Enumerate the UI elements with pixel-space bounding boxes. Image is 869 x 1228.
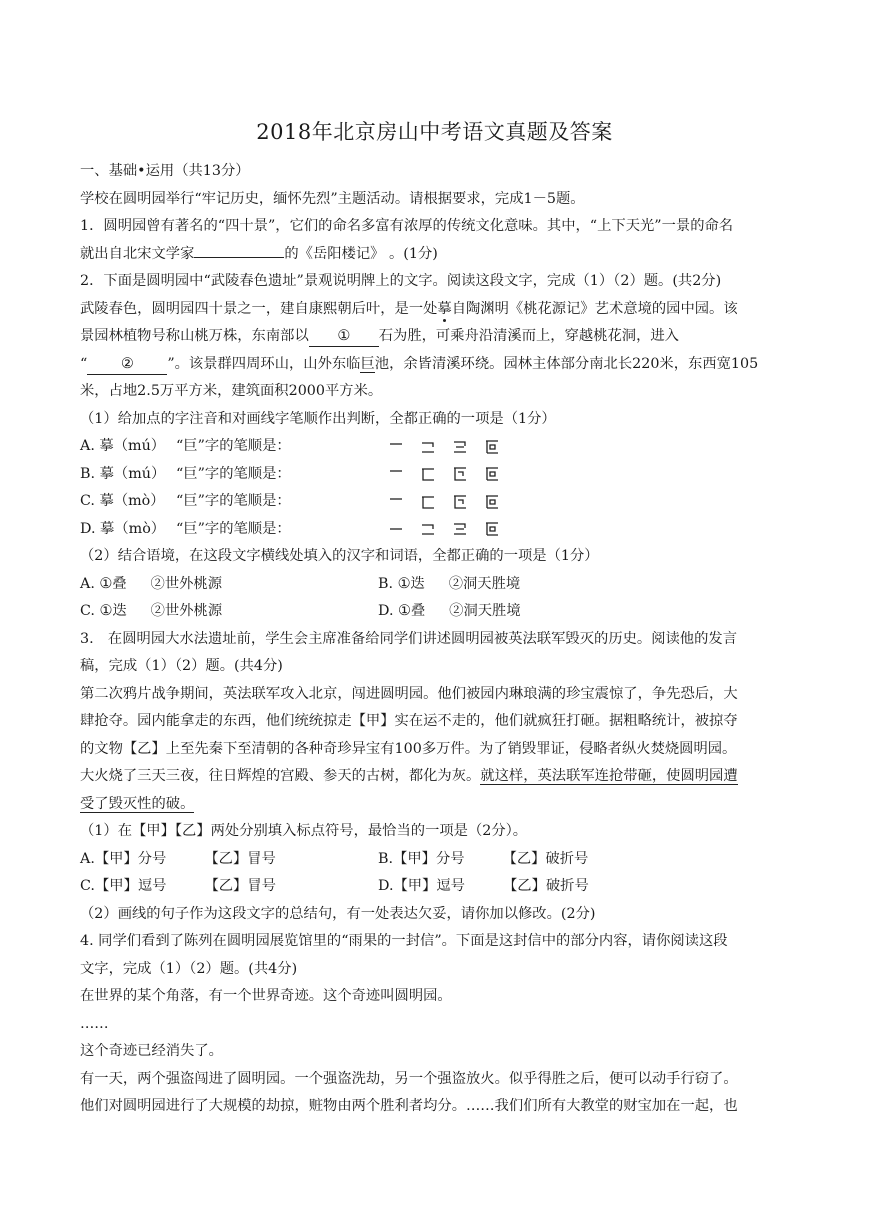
text-segment: 景园林植物号称山桃万株，东南部以	[80, 328, 309, 344]
option-a-mark: 【乙】冒号	[204, 850, 276, 867]
stroke-3-icon	[452, 494, 468, 510]
q3-options-row-2	[80, 873, 789, 901]
q4-heading-2: 文字，完成（1）（2）题。(共4分)	[80, 960, 298, 977]
option-b: B.【甲】分号	[378, 850, 465, 867]
option-desc: “巨”字的笔顺是：	[176, 520, 291, 537]
q3-heading-2: 稿，完成（1）（2）题。(共4分)	[80, 658, 283, 674]
option-c: C. ①迭	[80, 603, 127, 619]
answer-blank	[194, 257, 284, 258]
stroke-order-a	[388, 433, 500, 461]
option-label: B. 摹（mú）	[80, 465, 166, 482]
q4-letter-line-4: 他们对圆明园进行了大规模的劫掠，赃物由两个胜利者均分。……我们们所有大教堂的财宝加在一起，也	[80, 1098, 738, 1114]
underlined-sentence: 就这样，英法联军连抢带砸，使圆明园遭	[480, 768, 738, 784]
q2-heading: 2．下面是圆明园中“武陵春色遗址”景观说明牌上的文字。阅读这段文字，完成（1）（2）题。(共2分)	[80, 273, 722, 289]
option-b: B. ①迭	[378, 575, 425, 592]
blank-1: ①	[309, 326, 379, 347]
stroke-3-icon	[452, 439, 468, 455]
q2-passage-line-3	[80, 351, 789, 379]
intro-text: 学校在圆明园举行“牢记历史，缅怀先烈”主题活动。请根据要求，完成1－5题。	[80, 190, 585, 207]
stroke-4-icon	[484, 439, 500, 455]
option-c-mark: 【乙】冒号	[204, 878, 276, 894]
q2-sub-question-2: （2）结合语境，在这段文字横线处填入的汉字和词语，全都正确的一项是（1分）	[80, 548, 599, 564]
option-c: C.【甲】逗号	[80, 878, 167, 894]
option-d: D. ①叠	[378, 603, 426, 619]
stroke-1-icon	[388, 521, 404, 537]
stroke-3-icon	[452, 466, 468, 482]
option-d-word: ②洞天胜境	[449, 603, 521, 619]
q3-sub-question-1: （1）在【甲】【乙】两处分别填入标点符号，最恰当的一项是（2分）。	[80, 823, 528, 839]
q2-options-row-1	[80, 571, 789, 599]
q1-text-pre: 就出自北宋文学家	[80, 245, 195, 262]
option-c-word: ②世外桃源	[150, 603, 223, 619]
stroke-3-icon	[452, 521, 468, 537]
q2-passage-line-1	[80, 296, 789, 324]
text-segment: ”。该景群四周环山，山外东临	[167, 355, 361, 372]
text-segment: “	[80, 355, 88, 372]
underlined-sentence: 受了毁灭性的破。	[80, 795, 195, 812]
stroke-2-icon	[420, 439, 436, 455]
option-desc: “巨”字的笔顺是：	[176, 493, 291, 509]
stroke-2-icon	[420, 466, 436, 482]
dotted-char: 摹	[437, 300, 452, 317]
q3-options-row-1	[80, 846, 789, 874]
q3-passage-line-1: 第二次鸦片战争期间，英法联军攻入北京，闯进圆明园。他们被园内琳琅满的珍宝震惊了，争先恐后，大	[80, 685, 738, 702]
q3-sub-question-2: （2）画线的句子作为这段文字的总结句，有一处表达欠妥，请你加以修改。(2分)	[80, 905, 596, 922]
q4-heading-1: 4. 同学们看到了陈列在圆明园展览馆里的“雨果的一封信”。下面是这封信中的部分内容，请你阅读这段	[80, 933, 728, 949]
option-label: D. 摹（mò）	[80, 520, 166, 537]
stroke-order-c	[388, 488, 500, 516]
q2-passage-line-2	[80, 323, 789, 351]
q1-text-post: 的《岳阳楼记》 。(1分)	[284, 245, 438, 262]
q4-letter-line-2: 这个奇迹已经消失了。	[80, 1043, 223, 1059]
option-d-row	[80, 516, 789, 544]
option-label: C. 摹（mò）	[80, 493, 165, 509]
section-heading: 一、基础•运用（共13分）	[80, 163, 250, 179]
underlined-char: 巨	[360, 355, 375, 372]
q3-heading-1: 3. 在圆明园大水法遗址前，学生会主席准备给同学们讲述圆明园被英法联军毁灭的历史。阅读他的发言	[80, 630, 737, 647]
option-a: A.【甲】分号	[80, 850, 167, 867]
text-segment: 池，余皆清溪环绕。园林主体部分南北长220米，东西宽105	[374, 355, 759, 372]
q2-passage-line-4: 米，占地2.5万平方米，建筑面积2000平方米。	[80, 383, 383, 399]
stroke-4-icon	[484, 494, 500, 510]
q4-letter-ellipsis: ……	[80, 1015, 109, 1032]
stroke-2-icon	[420, 494, 436, 510]
q1-line-1: 1．圆明园曾有著名的“四十景”，它们的命名多富有浓厚的传统文化意味。其中，“上下天光”一景的命名	[80, 218, 734, 234]
option-c-row	[80, 488, 789, 516]
page-title: 2018年北京房山中考语文真题及答案	[256, 120, 613, 144]
stroke-1-icon	[388, 439, 404, 455]
q4-letter-line-1: 在世界的某个角落，有一个世界奇迹。这个奇迹叫圆明园。	[80, 988, 452, 1004]
blank-2: ②	[87, 354, 167, 375]
q3-passage-line-5	[80, 791, 789, 819]
option-label: A. 摹（mú）	[80, 438, 166, 454]
q2-sub-question-1: （1）给加点的字注音和对画线字笔顺作出判断，全都正确的一项是（1分）	[80, 410, 556, 427]
option-d-mark: 【乙】破折号	[502, 878, 589, 894]
option-d: D.【甲】逗号	[378, 878, 465, 894]
q3-passage-line-3: 的文物【乙】上至先秦下至清朝的各种奇珍异宝有100多万件。为了销毁罪证，侵略者纵火焚烧圆明园。	[80, 740, 737, 757]
stroke-order-d	[388, 516, 500, 544]
q4-letter-line-3: 有一天，两个强盗闯进了圆明园。一个强盗洗劫，另一个强盗放火。似乎得胜之后，便可以动手行窃了。	[80, 1070, 738, 1087]
text-segment: 武陵春色，圆明园四十景之一，建自康熙朝后叶，是一处	[80, 300, 438, 317]
option-a-word: ②世外桃源	[150, 575, 223, 592]
stroke-1-icon	[388, 466, 404, 482]
stroke-2-icon	[420, 521, 436, 537]
q3-passage-line-2: 肆抢夺。园内能拿走的东西，他们统统掠走【甲】实在运不走的，他们就疯狂打砸。据粗略统计，被掠夺	[80, 713, 738, 729]
option-desc: “巨”字的笔顺是：	[176, 465, 291, 482]
text-segment: 自陶渊明《桃花源记》艺术意境的园中园。该	[451, 300, 738, 317]
option-desc: “巨”字的笔顺是：	[176, 438, 291, 454]
q2-options-row-2	[80, 598, 789, 626]
text-segment: 石为胜，可乘舟沿清溪而上，穿越桃花洞，进入	[378, 328, 679, 344]
stroke-order-b	[388, 461, 500, 489]
q1-line-2	[80, 241, 789, 269]
option-b-word: ②洞天胜境	[448, 575, 521, 592]
option-a-row	[80, 433, 789, 461]
option-b-mark: 【乙】破折号	[502, 850, 589, 867]
q3-passage-line-4	[80, 763, 789, 791]
option-b-row	[80, 461, 789, 489]
text-segment: 大火烧了三天三夜，往日辉煌的宫殿、参天的古树，都化为灰。	[80, 768, 481, 784]
stroke-4-icon	[484, 521, 500, 537]
stroke-4-icon	[484, 466, 500, 482]
option-a: A. ①叠	[80, 575, 127, 592]
stroke-1-icon	[388, 494, 404, 510]
